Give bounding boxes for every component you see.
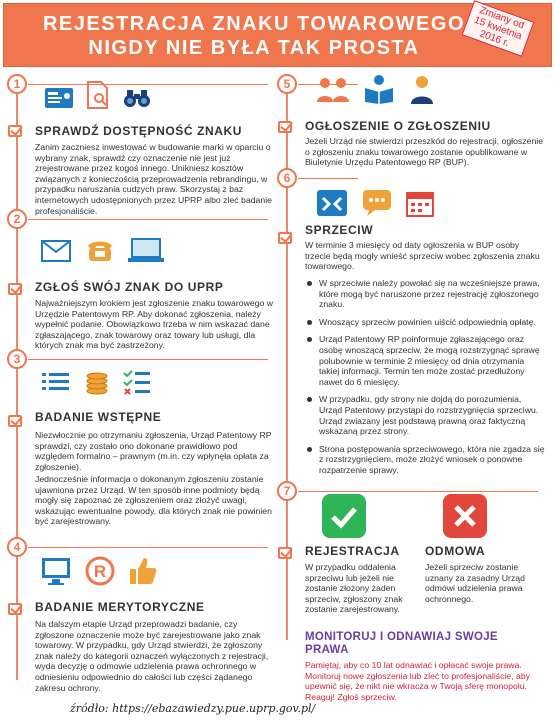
step-divider bbox=[28, 547, 268, 548]
step2-heading: ZGŁOŚ SWÓJ ZNAK DO UPRP bbox=[35, 280, 224, 294]
registration-heading: REJESTRACJA bbox=[305, 544, 400, 558]
step-number-5: 5 bbox=[277, 74, 297, 94]
people-icon bbox=[315, 74, 351, 104]
step1-text: Zanim zaczniesz inwestować w budowanie marki w oparciu o wybrany znak, sprawdź czy oznaczenie nie jest już zrejestrowane przez kogoś innego. Unikniesz kosztów związanych z konieczością przeprowadzenia rebrandingu, w przypadku naruszania cudzych praw. Skorzystaj z baz internetowych udostępnionych przez UPRP albo zleć badanie profesjonaliście. bbox=[35, 142, 272, 216]
step2-icons bbox=[40, 236, 166, 264]
check-icon bbox=[8, 603, 22, 615]
check-icon bbox=[278, 232, 292, 244]
step2-text: Najważniejszym krokiem jest zgłoszenie znaku towarowego w Urzędzie Patentowym RP. Aby dokonać zgłoszenia, należy wypełnić podanie. Obowiązkowo trzeba w nim wskazać dane zgłaszającego, znak towarowy oraz towary lub usługi, dla których znak ma być zastrzeżony. bbox=[35, 298, 274, 351]
reject-icon bbox=[443, 494, 487, 538]
reading-icon bbox=[363, 74, 395, 104]
coins-icon bbox=[84, 368, 110, 396]
step-number-1: 1 bbox=[7, 74, 27, 94]
laptop-icon bbox=[126, 236, 166, 264]
list-item: Wnoszący sprzeciw powinien uiścić odpowiednią opłatę. bbox=[305, 317, 545, 328]
list-item: Urząd Patentowy RP poinformuje zgłaszającego oraz osobę wnoszącą sprzeciw, że mogą rozstrzygnąć sprawę polubownie w terminie 2 miesięcy od dnia otrzymania takiej informacji. Termin ten może zostać przedłużony nawet do 6 miesięcy. bbox=[305, 334, 545, 387]
step-number-4: 4 bbox=[7, 537, 27, 557]
step4-text: Na dalszym etapie Urząd przeprowadzi badanie, czy zgłoszone oznaczenie może być zarejestrowane jako znak towarowy. W przypadku, gdy Urząd stwierdzi, że zgłoszony znak należy do kategorii oznaczeń wyłączonych z rejestracji, wyda decyzję o odmowie udzielenia prawa ochronnego w odniesieniu odpowiednio do całości lub części żądanego zakresu ochrony. bbox=[35, 619, 269, 693]
thumbs-up-icon bbox=[128, 555, 158, 587]
envelope-icon bbox=[40, 238, 74, 264]
document-search-icon bbox=[86, 80, 110, 110]
step6-intro: W terminie 3 miesięcy od daty ogłoszenia w BUP osoby trzecie będą mogły wnieść sprzeciw wobec zgłoszenia znaku towarowego. bbox=[305, 240, 540, 272]
svg-text:R: R bbox=[93, 562, 107, 581]
objection-bullet-list bbox=[305, 278, 545, 483]
header-banner bbox=[3, 3, 552, 67]
step-divider bbox=[298, 491, 538, 492]
approve-icon bbox=[322, 494, 366, 538]
calendar-icon bbox=[405, 188, 435, 218]
check-icon bbox=[278, 121, 292, 133]
speech-icon bbox=[361, 188, 393, 218]
check-icon bbox=[278, 547, 292, 559]
id-card-icon bbox=[44, 86, 74, 110]
monitor-text: Pamiętaj, aby co 10 lat odnawiać i opłacać swoje prawa. Monitoruj nowe zgłoszenia lub zleć to profesjonaliście, aby upewnić się, że nikt nie wkracza w Twoją sferę monopolu. Reaguj! Zgłoś sprzeciw. bbox=[305, 660, 531, 702]
step3-text-2: Jednocześnie informacja o dokonanym zgłoszeniu zostanie ujawniona przez Urząd. W ten sposób inne podmioty będą mogły się zapoznać ze zgłoszeniem oraz złożyć uwagi, wskazując ewentualne powody, dla których znak nie powinien być zarejestrowany. bbox=[35, 474, 272, 527]
phone-icon bbox=[86, 236, 114, 264]
step-number-6: 6 bbox=[277, 168, 297, 188]
step-divider bbox=[28, 359, 268, 360]
conflict-icon bbox=[315, 188, 349, 218]
binoculars-icon bbox=[122, 86, 152, 110]
registered-mark-icon bbox=[84, 555, 116, 587]
list-icon bbox=[40, 370, 72, 396]
step6-heading: SPRZECIW bbox=[305, 223, 374, 237]
list-item: W przypadku, gdy strony nie dojdą do porozumienia, Urząd Patentowy przystąpi do rozstrzygnięcia sprzeciwu. Urząd zwiazany jest podstawą prawną oraz faktyczną wskazaną przez strony. bbox=[305, 394, 545, 436]
refusal-heading: ODMOWA bbox=[425, 544, 486, 558]
title-line-2: NIGDY NIE BYŁA TAK PROSTA bbox=[88, 37, 420, 59]
checklist-icon bbox=[122, 368, 152, 396]
page-title bbox=[4, 12, 504, 60]
step-divider bbox=[298, 178, 358, 179]
step5-icons bbox=[315, 74, 437, 104]
step-number-2: 2 bbox=[7, 209, 27, 229]
check-icon bbox=[8, 283, 22, 295]
step-number-7: 7 bbox=[277, 481, 297, 501]
step3-heading: BADANIE WSTĘPNE bbox=[35, 410, 162, 424]
monitor-heading: MONITORUJ I ODNAWIAJ SWOJE PRAWA bbox=[305, 631, 498, 656]
source-caption: źródło: https://ebazawiedzy.pue.uprp.gov.pl/ bbox=[70, 702, 316, 715]
step-number-3: 3 bbox=[7, 349, 27, 369]
check-icon bbox=[8, 415, 22, 427]
step3-icons bbox=[40, 368, 152, 396]
list-item: Strona postępowania sprzeciwowego, która nie zgadza się z rozstrzygnięciem, może złożyć wniosek o ponowne rozpatrzenie sprawy. bbox=[305, 444, 545, 476]
person-icon bbox=[407, 74, 437, 104]
step3-text-1: Niezwłocznie po otrzymaniu zgłoszenia, Urząd Patentowy RP sprawdzi, czy zostało ono dokonane prawidłowo pod względem formalno – prawnym (m.in. czy wpłynęła opłata za zgłoszenie). bbox=[35, 430, 272, 472]
title-line-1: REJESTRACJA ZNAKU TOWAROWEGO bbox=[42, 13, 466, 35]
step4-icons bbox=[40, 555, 158, 587]
step1-icons bbox=[44, 80, 152, 110]
step5-heading: OGŁOSZENIE O ZGŁOSZENIU bbox=[305, 119, 491, 133]
step5-text: Jeżeli Urząd nie stwierdzi przeszkód do rejestracji, ogłoszenie o zgłoszeniu znaku towarowego zostanie opublikowane w Biuletynie Urzędu Patentowego RP (BUP). bbox=[305, 136, 544, 168]
list-item: W sprzeciwie należy powołać się na wcześniejsze prawa, które mogą być naruszone przez rejestrację zgłoszonego znaku. bbox=[305, 278, 545, 310]
step1-heading: SPRAWDŹ DOSTĘPNOŚĆ ZNAKU bbox=[35, 124, 243, 138]
changes-stamp: Zmiany od 15 kwietnia 2016 r. bbox=[462, 0, 535, 57]
registration-text: W przypadku oddalenia sprzeciwu lub jeżeli nie zostanie złożony żaden sprzeciw, zgłoszony znak zostanie zarejestrowany. bbox=[305, 562, 403, 615]
check-icon bbox=[8, 125, 22, 137]
computer-icon bbox=[40, 555, 72, 587]
step-divider bbox=[28, 219, 268, 220]
refusal-text: Jeżeli sprzeciw zostanie uznany za zasadny Urząd odmówi udzielenia prawa ochronnego. bbox=[425, 562, 525, 604]
left-timeline bbox=[16, 80, 18, 680]
step4-heading: BADANIE MERYTORYCZNE bbox=[35, 600, 205, 614]
step6-icons bbox=[315, 188, 435, 218]
